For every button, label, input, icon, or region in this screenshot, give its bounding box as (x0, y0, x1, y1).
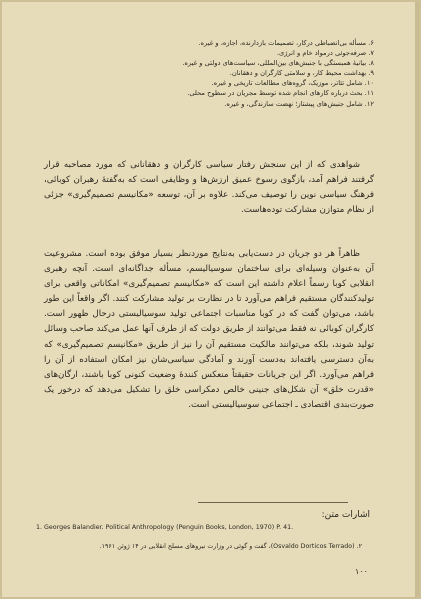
footnote-2: ۲. (Osvaldo Dorticos Terrado)، گفت و گوئی در وزارت نیروهای مسلح انقلابی در ۱۴ ژوئن ۱۹۶۱. (99, 543, 362, 550)
notes-title: اشارات متن: (321, 510, 370, 520)
page-edge-strip (415, 2, 419, 597)
list-item: ۹. بهداشت محیط کار، و سلامتی کارگران و دهقانان. (229, 69, 374, 78)
list-item: ۱۲. شامل جنبش‌های پیشتاز؛ نهضت سازندگی، و غیره. (224, 99, 374, 108)
paragraph-1 (44, 158, 374, 218)
list-item: ۷. صرفه‌جوئی درمواد خام و انرژی. (276, 49, 374, 58)
list-item: ۱۱. بحث درباره کارهای انجام شده توسط مجریان در سطوح محلی. (187, 89, 374, 98)
paragraph-1-text: شواهدی که از این سنجش رفتار سیاسی کارگران و دهقانانی که مورد مصاحبه قرار گرفتند فراهم آمد، بازگوی رسوخ عمیق ارزش‌ها و وظایفی است که به‌گفتهٔ رهبران کوبائی، فرهنگ سیاسی نوین را توصیف می‌کند. علاوه بر آن، توسعه «مکانیسم تصمیم‌گیری» جزئی از نظام متوازن مشارکت توده‌هاست. (44, 160, 374, 216)
numbered-list (44, 38, 374, 109)
page-number: ۱۰۰ (355, 567, 368, 576)
list-item: ۶. مسأله بی‌انضباطی درکار، تصمیمات بازدارنده، اجازه، و غیره. (198, 39, 374, 47)
list-item: ۸. بیانیهٔ همبستگی با جنبش‌های بین‌المللی، سیاست‌های دولتی و غیره. (182, 59, 374, 68)
paragraph-2-text: ظاهراً هر دو جریان در دست‌یابی به‌نتایج موردنظر بسیار موفق بوده است. مشروعیت آن به‌عنوان وسیله‌ای برای ساختمان سوسیالیسم، مسأله جداگانه‌ای است. آنچه رهبری انقلابی کوبا رسماً اعلام داشته این است که «مکانیسم تصمیم‌گیری» امکاناتی واقعی برای تولیدکنندگان مستقیم فراهم می‌آورد تا در نظارت بر تولید مشارکت کنند. اگر واقعاً این طور باشد، می‌توان گفت که در کوبا مناسبات اجتماعی تولید سوسیالیستی درحال ظهور است. کارگران کوبائی نه فقط می‌توانند از طریق دولت که از طرف آنها عمل می‌کند صاحب وسائل تولید شوند، بلکه می‌توانند مالکیت مستقیم آن را نیز از طریق «مکانیسم تصمیم‌گیری» که به‌آن دسترسی یافته‌اند به‌دست آورند و آمادگی سیاسی‌شان نیز امکان استفاده از آن را فراهم می‌آورد. اگر این جریانات حقیقتاً منعکس کنندهٔ وضعیت کنونی کوبا باشند، ارگان‌های «قدرت خلق» آن شکل‌های جنینی خالص دمکراسی خلق را تشکیل می‌دهد که درخور یک صورت‌بندی اقتصادی ـ اجتماعی سوسیالیستی است. (43, 249, 374, 410)
notes-divider (198, 502, 348, 503)
footnote-1: 1. Georges Balandier. Political Anthropology (Penguin Books, London, 1970) P. 41. (36, 524, 294, 531)
list-item: ۱۰. شامل تئاتر، موزیک، گروه‌های مطالعات تاریخی و غیره. (211, 79, 374, 88)
paragraph-2 (44, 247, 374, 413)
